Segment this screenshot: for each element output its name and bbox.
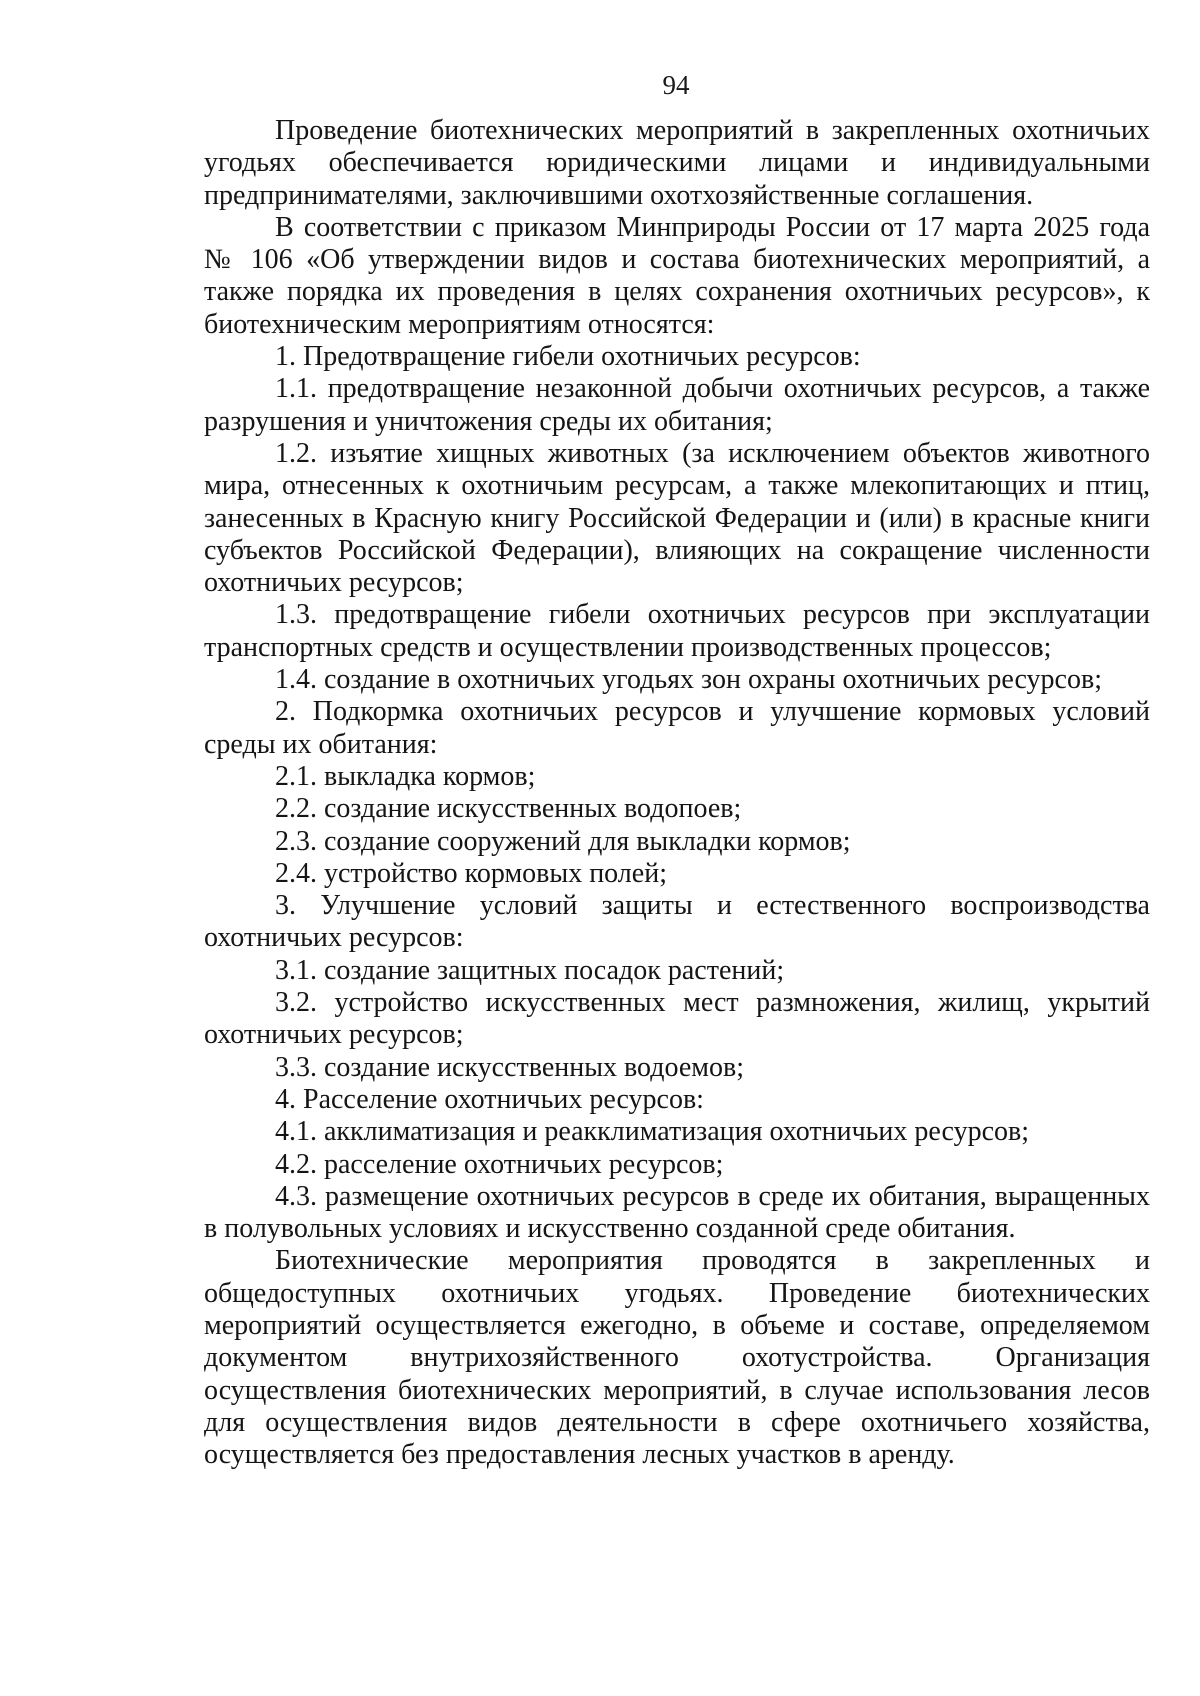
list-item: 4. Расселение охотничьих ресурсов: (275, 1083, 704, 1115)
list-item: 2.1. выкладка кормов; (275, 760, 536, 792)
list-item: 3. Улучшение условий защиты и естественного воспроизводства охотничьих ресурсов: (204, 890, 1150, 954)
list-item: 1.1. предотвращение незаконной добычи охотничьих ресурсов, а также разрушения и уничтожения среды их обитания; (204, 373, 1150, 437)
paragraph: В соответствии с приказом Минприроды России от 17 марта 2025 года № 106 «Об утверждении видов и состава биотехнических мероприятий, а также порядка их проведения в целях сохранения охотничьих ресурсов», к биотехническим мероприятиям относятся: (204, 211, 1150, 340)
list-item: 2.4. устройство кормовых полей; (275, 857, 667, 889)
list-item: 1. Предотвращение гибели охотничьих ресурсов: (275, 341, 861, 373)
list-item: 4.3. размещение охотничьих ресурсов в среде их обитания, выращенных в полувольных условиях и искусственно созданной среде обитания. (204, 1180, 1150, 1245)
list-item: 3.1. создание защитных посадок растений; (275, 954, 785, 986)
list-item: 2. Подкормка охотничьих ресурсов и улучшение кормовых условий среды их обитания: (204, 696, 1150, 760)
list-item: 2.2. создание искусственных водопоев; (275, 793, 742, 825)
paragraph: Проведение биотехнических мероприятий в закрепленных охотничьих угодьях обеспечивается юридическими лицами и индивидуальными предпринимателями, заключившими охотхозяйственные соглашения. (204, 115, 1150, 211)
document-body (204, 115, 1150, 1471)
list-item: 4.2. расселение охотничьих ресурсов; (275, 1148, 724, 1180)
list-item: 3.3. создание искусственных водоемов; (275, 1051, 744, 1083)
list-item: 1.3. предотвращение гибели охотничьих ресурсов при эксплуатации транспортных средств и осуществлении производственных процессов; (204, 599, 1150, 663)
list-item: 2.3. создание сооружений для выкладки кормов; (275, 825, 851, 857)
page-number: 94 (662, 70, 690, 100)
list-item: 1.2. изъятие хищных животных (за исключением объектов животного мира, отнесенных к охотничьим ресурсам, а также млекопитающих и птиц, занесенных в Красную книгу Российской Федерации и (или) в красные книги субъектов Российской Федерации), влияющих на сокращение численности охотничьих ресурсов; (204, 437, 1150, 599)
list-item: 1.4. создание в охотничьих угодьях зон охраны охотничьих ресурсов; (275, 664, 1102, 696)
paragraph: Биотехнические мероприятия проводятся в закрепленных и общедоступных охотничьих угодьях. Проведение биотехнических мероприятий осуществляется ежегодно, в объеме и составе, определяемом документом внутрихозяйственного охотустройства. Организация осуществления биотехнических мероприятий, в случае использования лесов для осуществления видов деятельности в сфере охотничьего хозяйства, осуществляется без предоставления лесных участков в аренду. (204, 1245, 1150, 1471)
list-item: 4.1. акклиматизация и реакклиматизация охотничьих ресурсов; (275, 1116, 1030, 1148)
list-item: 3.2. устройство искусственных мест размножения, жилищ, укрытий охотничьих ресурсов; (204, 987, 1150, 1051)
